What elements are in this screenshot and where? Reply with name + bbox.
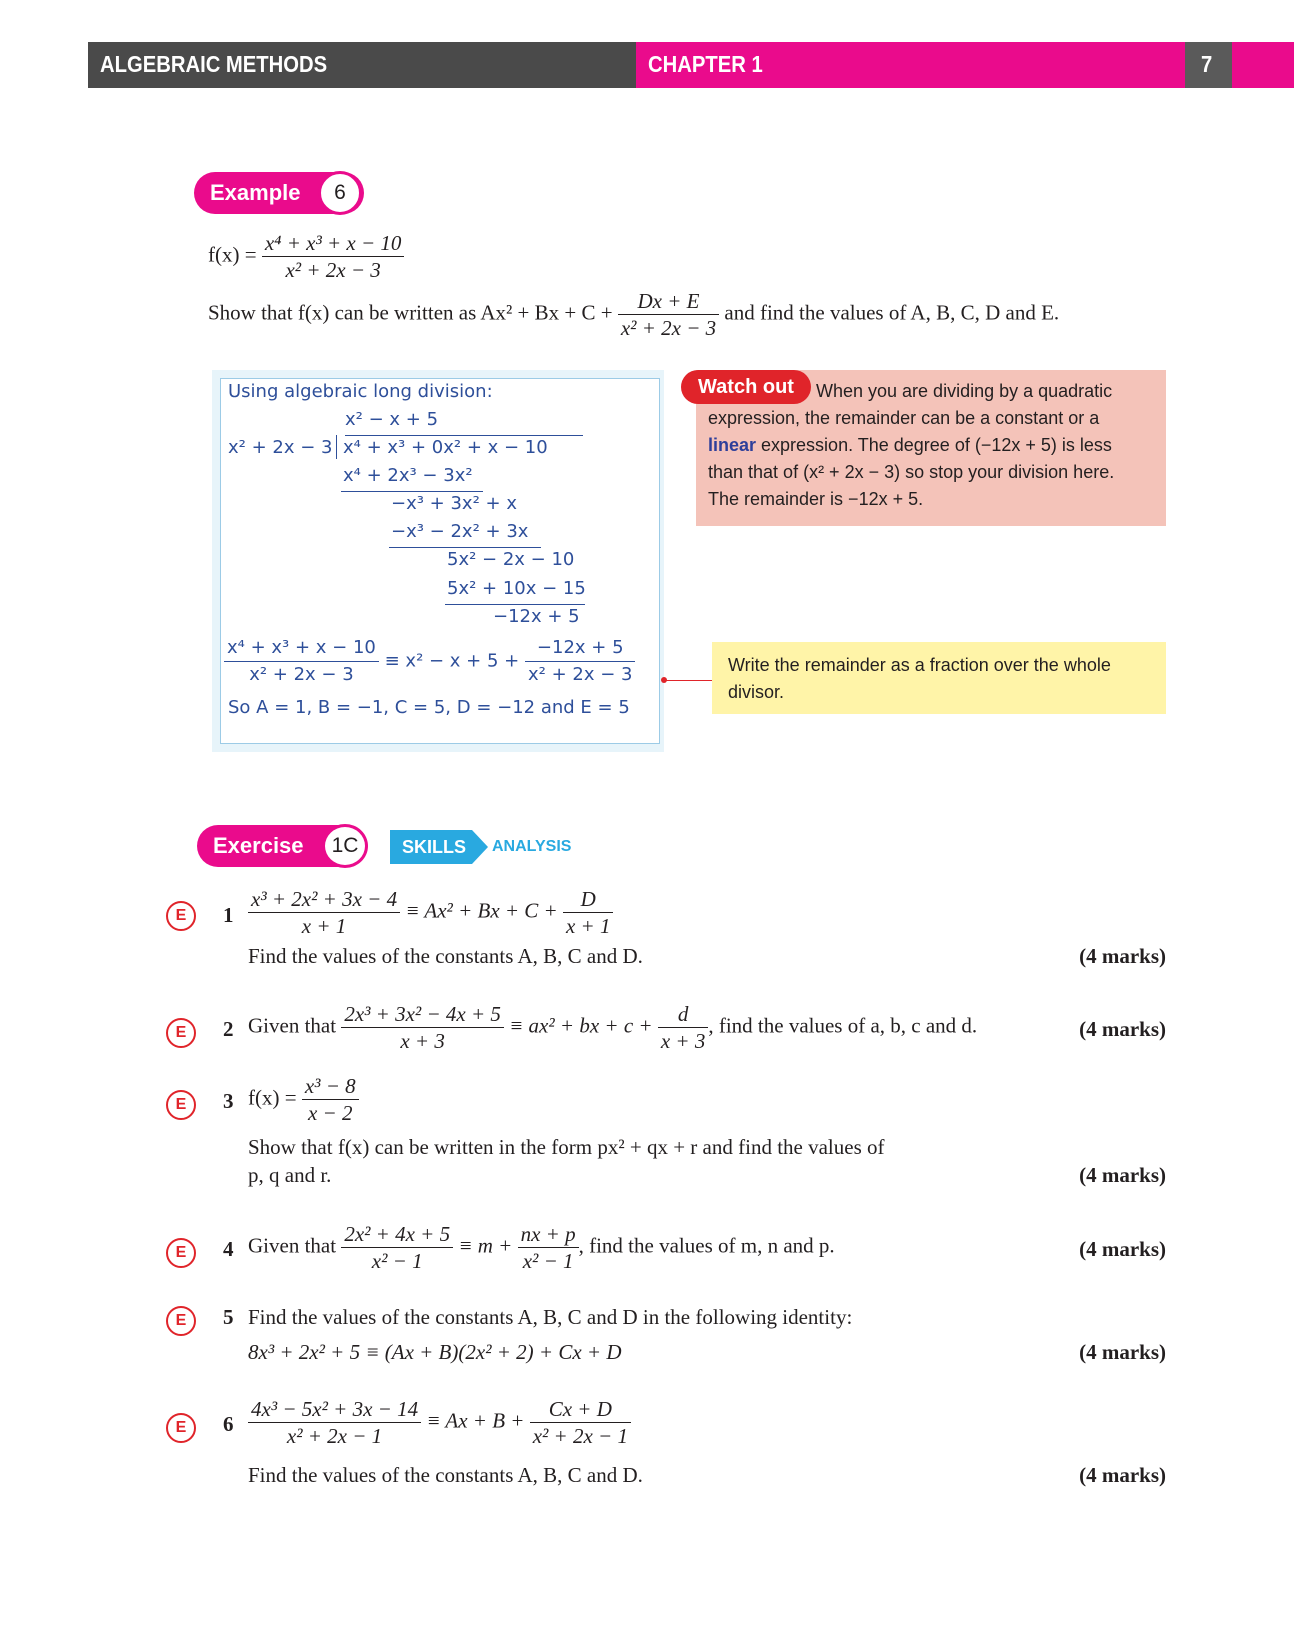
q6-fden: x² + 2x − 1 (532, 1424, 628, 1448)
q2-fnum: d (658, 1001, 709, 1028)
exam-badge-q4: E (166, 1238, 196, 1268)
remainder-note (712, 642, 1166, 714)
exercise-number: 1C (322, 824, 368, 868)
watch-line-3 (708, 432, 1112, 459)
question-number-2: 2 (223, 1017, 234, 1041)
q6-identity (248, 1396, 631, 1449)
watch-line-4: than that of (x² + 2x − 3) so stop your division here. (708, 462, 1115, 482)
q4-marks: (4 marks) (1079, 1237, 1166, 1261)
exam-badge-q5: E (166, 1306, 196, 1336)
q1-rhs-fraction (563, 886, 614, 939)
result-mid: ≡ x² − x + 5 + (384, 650, 520, 672)
q6-text: Find the values of the constants A, B, C and D. (248, 1463, 643, 1487)
working-box (220, 378, 660, 744)
q4-den: x² − 1 (371, 1249, 423, 1273)
q3-fraction (302, 1073, 359, 1126)
skills-tag: SKILLS (390, 830, 472, 864)
q6-num: 4x³ − 5x² + 3x − 14 (248, 1396, 421, 1423)
q6-rhs-fraction (530, 1396, 631, 1449)
working-step-3: −x³ − 2x² + 3x (391, 521, 529, 542)
q2-fden: x + 3 (660, 1029, 706, 1053)
q1-num: x³ + 2x² + 3x − 4 (248, 886, 400, 913)
q6-mid: ≡ Ax + B + (426, 1408, 525, 1433)
working-step-6: −12x + 5 (493, 606, 580, 627)
skills-analysis: ANALYSIS (492, 838, 572, 855)
q3-function (248, 1073, 359, 1126)
result-rhs-fraction (525, 635, 635, 688)
working-step-4: 5x² − 2x − 10 (447, 549, 575, 570)
fx-numerator: x⁴ + x³ + x − 10 (262, 230, 405, 257)
q5-marks: (4 marks) (1079, 1340, 1166, 1364)
question-number-5: 5 (223, 1305, 234, 1329)
q1-den: x + 1 (301, 914, 347, 938)
q5-line-2: 8x³ + 2x² + 5 ≡ (Ax + B)(2x² + 2) + Cx + D (248, 1340, 622, 1364)
q4-pre: Given that (248, 1233, 337, 1258)
example-function (208, 230, 404, 283)
division-bar (345, 435, 583, 436)
q6-lhs-fraction (248, 1396, 421, 1449)
note-connector-line (664, 680, 712, 681)
working-divisor: x² + 2x − 3 (228, 437, 333, 458)
q4-fnum: nx + p (518, 1221, 579, 1248)
working-result (224, 635, 635, 688)
header-right-bar (1232, 42, 1294, 88)
working-step-2: −x³ + 3x² + x (391, 493, 517, 514)
page-number: 7 (1201, 51, 1213, 77)
exam-badge-q1: E (166, 901, 196, 931)
q2-mid: ≡ ax² + bx + c + (509, 1013, 653, 1038)
watch-key-term: linear (708, 435, 757, 455)
exam-badge-q3: E (166, 1090, 196, 1120)
working-dividend: x⁴ + x³ + 0x² + x − 10 (343, 437, 548, 458)
watch-line-3-rest: expression. The degree of (−12x + 5) is less (756, 435, 1112, 455)
header-page-box (1185, 42, 1232, 88)
q1-identity (248, 886, 613, 939)
task-text-b: and find the values of A, B, C, D and E. (724, 300, 1060, 325)
fx-fraction (262, 230, 405, 283)
watch-line-1: When you are dividing by a quadratic (816, 381, 1113, 401)
q3-line-2: p, q and r. (248, 1163, 332, 1187)
skills-arrow (472, 830, 488, 864)
division-bracket (336, 435, 337, 459)
result-rhs-num: −12x + 5 (525, 635, 635, 662)
note-connector-dot (661, 677, 667, 683)
working-rule-3 (445, 604, 585, 605)
task-frac-den: x² + 2x − 3 (620, 316, 717, 340)
task-fraction (618, 288, 719, 341)
working-rule-2 (389, 547, 541, 548)
q6-marks: (4 marks) (1079, 1463, 1166, 1487)
q4-fden: x² − 1 (522, 1249, 574, 1273)
result-lhs-fraction (224, 635, 379, 688)
result-rhs-den: x² + 2x − 3 (527, 664, 633, 685)
fx-denominator: x² + 2x − 3 (285, 258, 381, 282)
result-lhs-num: x⁴ + x³ + x − 10 (224, 635, 379, 662)
watch-out-label: Watch out (681, 370, 811, 404)
working-conclusion: So A = 1, B = −1, C = 5, D = −12 and E = 5 (228, 697, 630, 718)
q1-fnum: D (563, 886, 614, 913)
header-chapter-bar (636, 42, 1185, 88)
q2-identity (248, 1001, 977, 1054)
example-label: Example (210, 180, 301, 205)
working-step-1: x⁴ + 2x³ − 3x² (343, 465, 473, 486)
q3-num: x³ − 8 (302, 1073, 359, 1100)
working-step-5: 5x² + 10x − 15 (447, 578, 586, 599)
watch-line-2: expression, the remainder can be a constant or a (708, 408, 1100, 428)
question-number-6: 6 (223, 1412, 234, 1436)
q5-line-1: Find the values of the constants A, B, C and D in the following identity: (248, 1305, 853, 1329)
header-left-bar (88, 42, 636, 88)
q2-den: x + 3 (400, 1029, 445, 1053)
q4-rhs-fraction (518, 1221, 579, 1274)
q4-mid: ≡ m + (458, 1233, 513, 1258)
q3-line-1: Show that f(x) can be written in the form px² + qx + r and find the values of (248, 1135, 885, 1159)
question-number-4: 4 (223, 1237, 234, 1261)
exercise-label: Exercise (213, 833, 304, 858)
q1-marks: (4 marks) (1079, 944, 1166, 968)
example-task (208, 288, 1059, 341)
result-lhs-den: x² + 2x − 3 (249, 664, 354, 685)
q1-text: Find the values of the constants A, B, C and D. (248, 944, 643, 968)
watch-line-5: The remainder is −12x + 5. (708, 489, 924, 509)
exam-badge-q2: E (166, 1018, 196, 1048)
q2-marks: (4 marks) (1079, 1017, 1166, 1041)
q6-fnum: Cx + D (530, 1396, 631, 1423)
exam-badge-q6: E (166, 1413, 196, 1443)
task-frac-num: Dx + E (618, 288, 719, 315)
task-text-a: Show that f(x) can be written as Ax² + Bx + C + (208, 300, 613, 325)
fx-label: f(x) = (208, 242, 257, 267)
q4-post: , find the values of m, n and p. (578, 1233, 835, 1258)
q4-lhs-fraction (341, 1221, 453, 1274)
q3-den: x − 2 (307, 1101, 353, 1125)
q2-rhs-fraction (658, 1001, 709, 1054)
q2-pre: Given that (248, 1013, 337, 1038)
q1-lhs-fraction (248, 886, 400, 939)
q2-lhs-fraction (341, 1001, 504, 1054)
question-number-3: 3 (223, 1089, 234, 1113)
q4-identity (248, 1221, 835, 1274)
note-line-2: divisor. (728, 682, 785, 702)
working-quotient: x² − x + 5 (345, 409, 439, 430)
q4-num: 2x² + 4x + 5 (341, 1221, 453, 1248)
header-chapter: CHAPTER 1 (648, 51, 763, 77)
example-number: 6 (318, 171, 362, 215)
header-section-title: ALGEBRAIC METHODS (100, 51, 328, 77)
working-rule-1 (341, 491, 483, 492)
q6-den: x² + 2x − 1 (286, 1424, 383, 1448)
note-line-1: Write the remainder as a fraction over the whole (728, 655, 1111, 675)
working-intro: Using algebraic long division: (228, 381, 493, 402)
q1-mid: ≡ Ax² + Bx + C + (405, 898, 558, 923)
q2-post: , find the values of a, b, c and d. (708, 1013, 978, 1038)
q1-fden: x + 1 (565, 914, 611, 938)
question-number-1: 1 (223, 903, 234, 927)
q2-num: 2x³ + 3x² − 4x + 5 (341, 1001, 504, 1028)
q3-marks: (4 marks) (1079, 1163, 1166, 1187)
q3-pre: f(x) = (248, 1085, 297, 1110)
